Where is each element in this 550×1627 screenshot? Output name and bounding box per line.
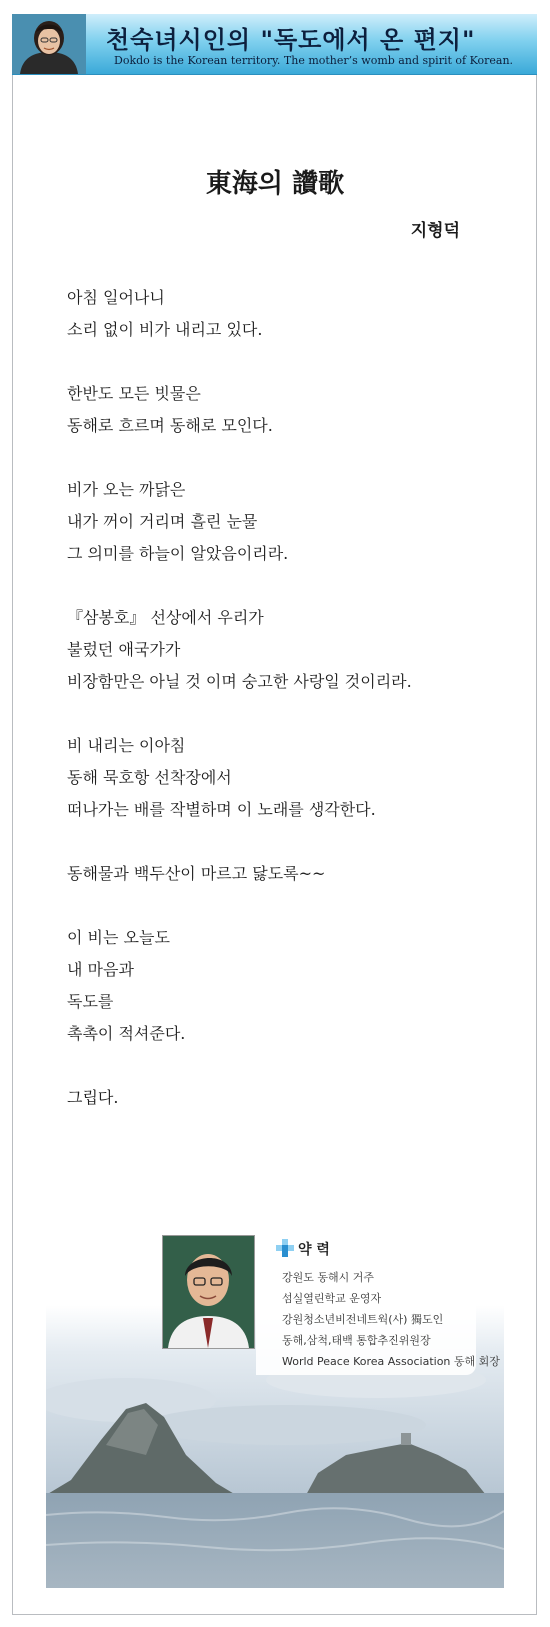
author-profile	[46, 1235, 504, 1588]
poem-line: 불렀던 애국가가	[67, 640, 181, 659]
poem-line: 비 내리는 이아침	[67, 736, 186, 755]
stanza	[67, 282, 507, 346]
stanza	[67, 1082, 507, 1114]
bio-item: 섬실열린학교 운영자	[282, 1292, 382, 1305]
bio-list	[282, 1267, 500, 1372]
cross-bullet-icon	[276, 1239, 294, 1257]
stanza	[67, 858, 507, 890]
poem-line: 그 의미를 하늘이 알았음이리라.	[67, 544, 289, 563]
poem-body	[67, 282, 507, 1146]
poem-line: 비장함만은 아닐 것 이며 숭고한 사랑일 것이리라.	[67, 672, 412, 691]
poem-line: 독도를	[67, 992, 114, 1011]
bio-item: World Peace Korea Association 동해 회장	[282, 1355, 500, 1368]
poem-line: 소리 없이 비가 내리고 있다.	[67, 320, 263, 339]
stanza	[67, 378, 507, 442]
bio-heading: 약 력	[298, 1242, 330, 1258]
poem-line: 떠나가는 배를 작별하며 이 노래를 생각한다.	[67, 800, 376, 819]
poem-line: 한반도 모든 빗물은	[67, 384, 201, 403]
poem-line: 그립다.	[67, 1088, 119, 1107]
poem-line: 비가 오는 까닭은	[67, 480, 186, 499]
poem-author: 지형덕	[410, 221, 460, 241]
banner-title: 천숙녀시인의 "독도에서 온 편지"	[106, 26, 476, 54]
poem-title: 東海의 讚歌	[205, 169, 345, 199]
poem-line: 내 마음과	[67, 960, 134, 979]
bio-item: 강원도 동해시 거주	[282, 1271, 375, 1284]
banner-subtitle: Dokdo is the Korean territory. The mother’s womb and spirit of Korean.	[114, 54, 514, 67]
poem-line: 동해물과 백두산이 마르고 닳도록~~	[67, 864, 326, 883]
bio-panel	[256, 1235, 500, 1375]
stanza	[67, 922, 507, 1050]
author-photo	[162, 1235, 255, 1349]
poem-line: 아침 일어나니	[67, 288, 165, 307]
poem-line: 『삼봉호』 선상에서 우리가	[67, 608, 264, 627]
poem-line: 동해 묵호항 선착장에서	[67, 768, 232, 787]
poem-line: 이 비는 오늘도	[67, 928, 170, 947]
bio-item: 동해,삼척,태백 통합추진위원장	[282, 1334, 431, 1347]
bio-item: 강원청소년비전네트웍(사) 獨도인	[282, 1313, 444, 1326]
header-banner	[12, 14, 537, 75]
poet-portrait	[12, 14, 86, 74]
stanza	[67, 730, 507, 826]
poem-line: 내가 꺼이 거리며 흘린 눈물	[67, 512, 258, 531]
stanza	[67, 602, 507, 698]
stanza	[67, 474, 507, 570]
poem-line: 동해로 흐르며 동해로 모인다.	[67, 416, 273, 435]
poem-line: 촉촉이 적셔준다.	[67, 1024, 186, 1043]
